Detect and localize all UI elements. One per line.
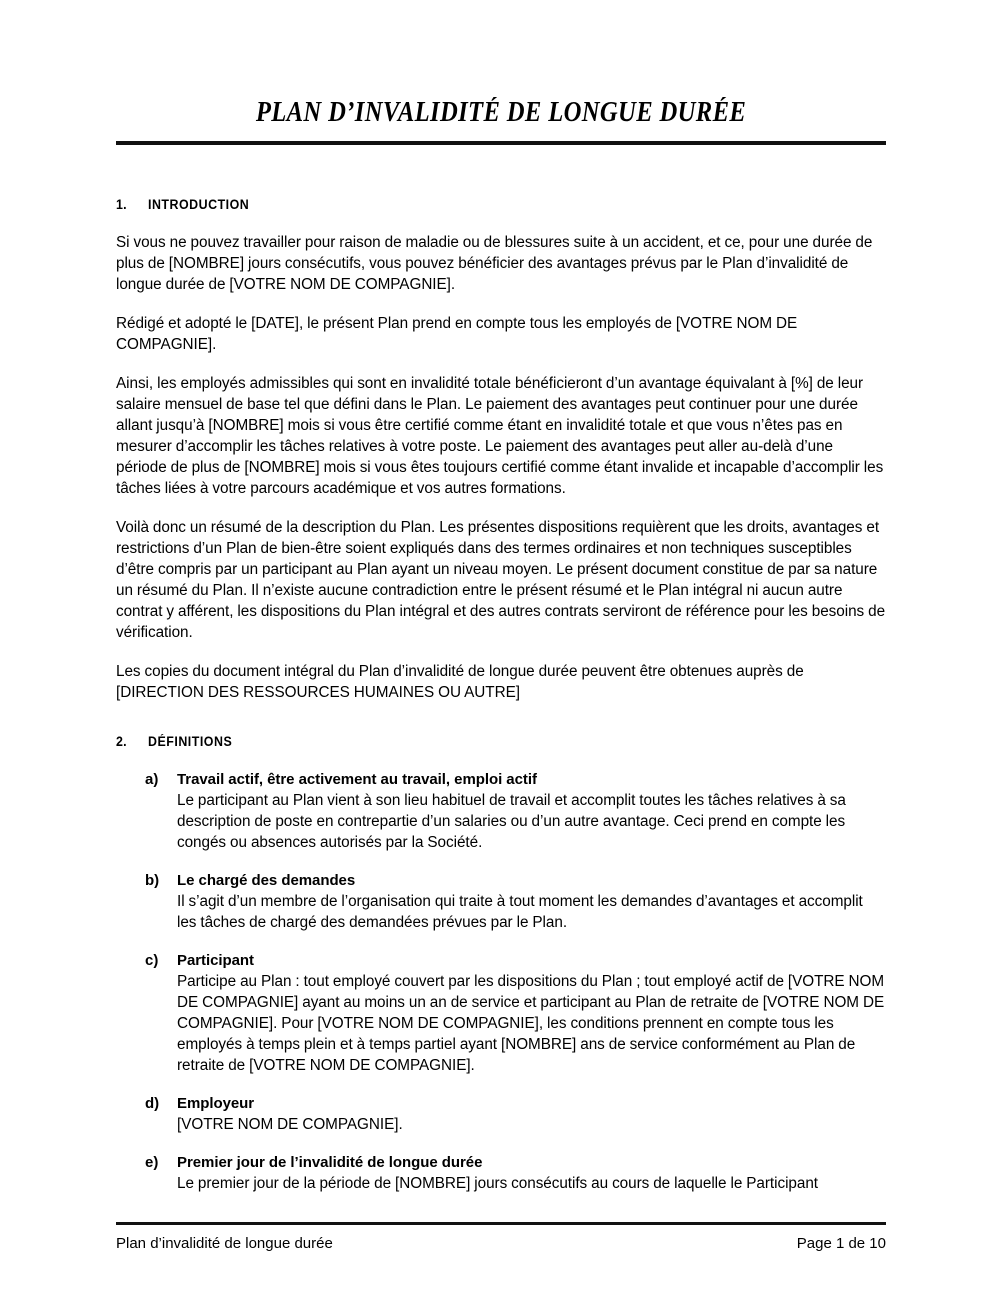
definition-term: Premier jour de l’invalidité de longue durée <box>177 1154 483 1171</box>
footer-document-name: Plan d’invalidité de longue durée <box>116 1235 333 1252</box>
section-heading-introduction <box>116 196 886 214</box>
page-footer <box>116 1222 886 1254</box>
definition-item <box>116 1152 886 1194</box>
paragraph: Voilà donc un résumé de la description du Plan. Les présentes dispositions requièrent que les droits, avantages et restrictions d’un Plan de bien-être soient expliqués dans des termes ordinaires et non techniques susceptibles d’être compris par un participant au Plan ayant un niveau moyen. Le présent document constitue de par sa nature un résumé du Plan. Il n’existe aucune contradiction entre le présent résumé et le Plan intégral ni aucun autre contrat y afférent, les dispositions du Plan intégral et des autres contrats serviront de référence pour les besoins de vérification. <box>116 519 886 641</box>
title-divider <box>116 141 886 145</box>
definition-body: [VOTRE NOM DE COMPAGNIE]. <box>177 1116 403 1133</box>
section-number: 2. <box>116 734 127 749</box>
paragraph: Les copies du document intégral du Plan d’invalidité de longue durée peuvent être obtenues auprès de [DIRECTION DES RESSOURCES HUMAINES OU AUTRE] <box>116 663 804 701</box>
definitions-list <box>116 769 886 1194</box>
definition-marker: a) <box>145 771 159 788</box>
section-title: DÉFINITIONS <box>148 734 233 749</box>
definition-marker: d) <box>145 1095 160 1112</box>
paragraph: Rédigé et adopté le [DATE], le présent Plan prend en compte tous les employés de [VOTRE NOM DE COMPAGNIE]. <box>116 315 798 353</box>
definition-item <box>116 1093 886 1135</box>
paragraph: Ainsi, les employés admissibles qui sont en invalidité totale bénéficieront d’un avantage équivalant à [%] de leur salaire mensuel de base tel que défini dans le Plan. Le paiement des avantages peut continuer pour une durée allant jusqu’à [NOMBRE] mois si vous être certifié comme étant en invalidité totale et que vous n’êtes pas en mesurer d’accomplir les tâches relatives à votre poste. Le paiement des avantages peut aller au-delà d’une période de plus de [NOMBRE] mois si vous êtes toujours certifié comme étant invalide et incapable d’accomplir les tâches liées à votre parcours académique et vos autres formations. <box>116 375 884 497</box>
footer-row <box>116 1234 886 1254</box>
definition-marker: c) <box>145 952 159 969</box>
definition-marker: e) <box>145 1154 159 1171</box>
footer-page-number: Page 1 de 10 <box>796 1235 886 1252</box>
definition-term: Le chargé des demandes <box>177 872 356 889</box>
definition-term: Participant <box>177 952 254 969</box>
definition-term: Employeur <box>177 1095 255 1112</box>
document-header <box>116 96 886 145</box>
document-body <box>116 196 886 1194</box>
paragraph: Si vous ne pouvez travailler pour raison de maladie ou de blessures suite à un accident, et ce, pour une durée de plus de [NOMBRE] jours consécutifs, vous pouvez bénéficier des avantages prévus par le Plan d’invalidité de longue durée de [VOTRE NOM DE COMPAGNIE]. <box>116 234 873 293</box>
footer-divider <box>116 1222 886 1225</box>
definition-item <box>116 870 886 933</box>
page-title: PLAN D’INVALIDITÉ DE LONGUE DURÉE <box>255 97 747 128</box>
section-title: INTRODUCTION <box>148 197 250 212</box>
definition-body: Participe au Plan : tout employé couvert par les dispositions du Plan ; tout employé actif de [VOTRE NOM DE COMPAGNIE] ayant au moins un an de service et participant au Plan de retraite de [VOTRE NOM DE COMPAGNIE]. Pour [VOTRE NOM DE COMPAGNIE], les conditions prennent en compte tous les employés à temps plein et à temps partiel ayant [NOMBRE] ans de service conformément au Plan de retraite de [VOTRE NOM DE COMPAGNIE]. <box>177 973 885 1074</box>
definition-body: Il s’agit d’un membre de l’organisation qui traite à tout moment les demandes d’avantages et accomplit les tâches de chargé des demandées prévues par le Plan. <box>177 893 863 931</box>
section-heading-definitions <box>116 733 886 751</box>
definition-marker: b) <box>145 872 160 889</box>
definition-body: Le participant au Plan vient à son lieu habituel de travail et accomplit toutes les tâches relatives à sa description de poste en contrepartie d’un salaries ou d’un autre avantage. Ceci prend en compte les congés ou absences autorisés par la Société. <box>177 792 846 851</box>
section-number: 1. <box>116 197 127 212</box>
definition-body: Le premier jour de la période de [NOMBRE] jours consécutifs au cours de laquelle le Participant <box>177 1175 819 1192</box>
definition-item <box>116 769 886 853</box>
definition-item <box>116 950 886 1076</box>
definition-term: Travail actif, être activement au travail, emploi actif <box>177 771 537 788</box>
